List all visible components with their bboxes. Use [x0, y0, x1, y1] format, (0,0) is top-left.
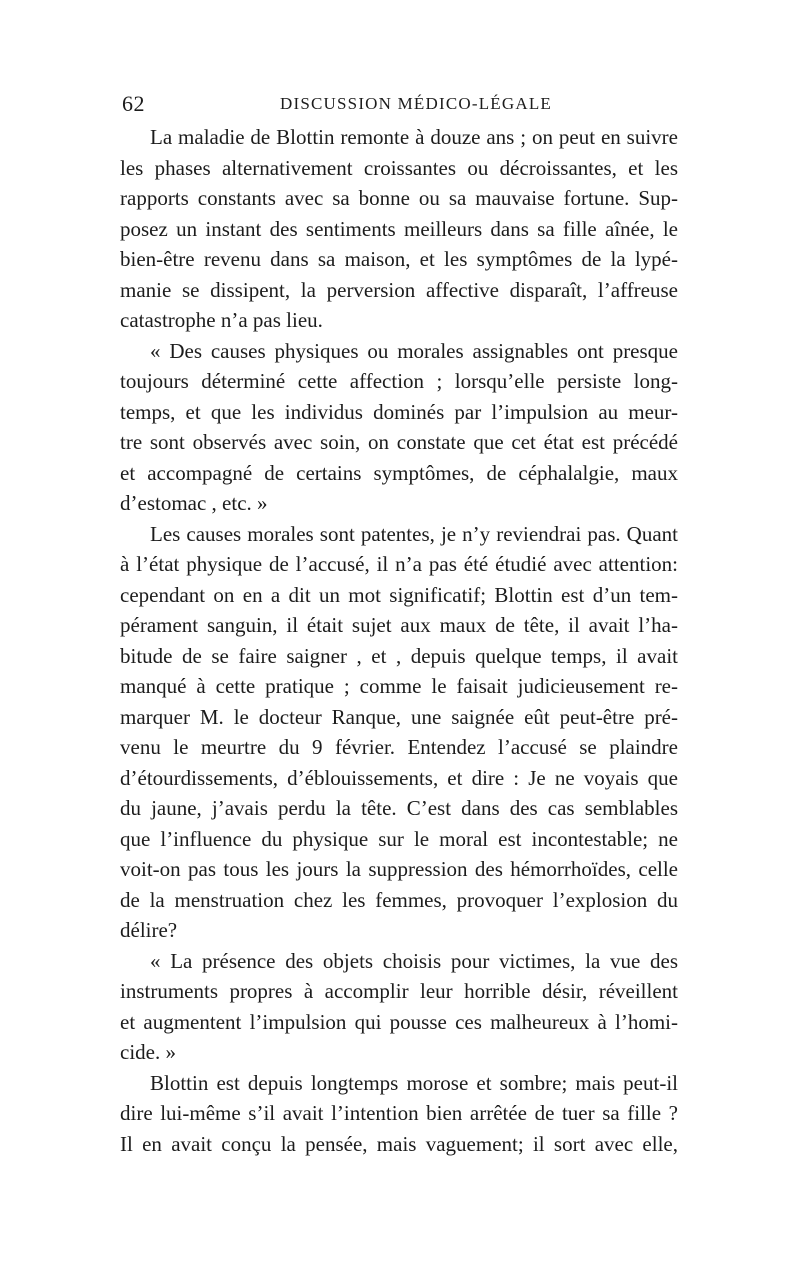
- text-line: et augmentent l’impulsion qui pousse ces malheureux à l’homi-: [120, 1009, 678, 1034]
- text-line: toujours déterminé cette affection ; lorsqu’elle persiste long-: [120, 369, 678, 393]
- text-line: du jaune, j’avais perdu la tête. C’est dans des cas semblables: [120, 796, 678, 820]
- text-line: d’étourdissements, d’éblouissements, et dire : Je ne voyais que: [120, 765, 678, 790]
- text-line: pérament sanguin, il était sujet aux maux de tête, il avait l’ha-: [120, 613, 678, 637]
- text-line: catastrophe n’a pas lieu.: [120, 308, 323, 332]
- text-line: que l’influence du physique sur le moral est incontestable; ne: [120, 826, 678, 851]
- text-line: dire lui-même s’il avait l’intention bien arrêtée de tuer sa fille ?: [120, 1101, 678, 1125]
- text-line: voit-on pas tous les jours la suppression des hémorrhoïdes, celle: [120, 857, 678, 881]
- text-line: à l’état physique de l’accusé, il n’a pas été étudié avec attention:: [120, 552, 678, 576]
- text-line: cide. »: [120, 1040, 176, 1064]
- text-line: délire?: [120, 918, 178, 942]
- text-line: et accompagné de certains symptômes, de céphalalgie, maux: [120, 460, 678, 485]
- text-line: Il en avait conçu la pensée, mais vaguement; il sort avec elle,: [120, 1131, 678, 1156]
- text-line: « Des causes physiques ou morales assignables ont presque: [150, 338, 678, 363]
- text-line: de la menstruation chez les femmes, provoquer l’explosion du: [120, 887, 678, 912]
- text-line: marquer M. le docteur Ranque, une saignée eût peut-être pré-: [120, 704, 678, 729]
- text-line: instruments propres à accomplir leur horrible désir, réveillent: [120, 979, 678, 1003]
- text-line: Blottin est depuis longtemps morose et sombre; mais peut-il: [150, 1070, 678, 1095]
- text-line: temps, et que les individus dominés par l’impulsion au meur-: [120, 399, 678, 424]
- text-line: d’estomac , etc. »: [120, 491, 268, 515]
- text-line: Les causes morales sont patentes, je n’y reviendrai pas. Quant: [150, 521, 678, 546]
- text-line: tre sont observés avec soin, on constate que cet état est précédé: [120, 430, 678, 454]
- text-line: bitude de se faire saigner , et , depuis quelque temps, il avait: [120, 643, 678, 668]
- page-number: 62: [122, 91, 145, 116]
- text-line: cependant on en a dit un mot significatif; Blottin est d’un tem-: [120, 582, 678, 607]
- text-line: venu le meurtre du 9 février. Entendez l’accusé se plaindre: [120, 735, 678, 759]
- text-line: manie se dissipent, la perversion affective disparaît, l’affreuse: [120, 277, 678, 302]
- text-line: manqué à cette pratique ; comme le faisait judicieusement re-: [120, 674, 678, 698]
- body-text: [120, 122, 678, 1159]
- text-line: « La présence des objets choisis pour victimes, la vue des: [150, 948, 678, 973]
- text-line: La maladie de Blottin remonte à douze ans ; on peut en suivre: [150, 125, 678, 149]
- text-line: les phases alternativement croissantes ou décroissantes, et les: [120, 155, 678, 180]
- text-line: rapports constants avec sa bonne ou sa mauvaise fortune. Sup-: [120, 186, 678, 210]
- text-line: posez un instant des sentiments meilleurs dans sa fille aînée, le: [120, 216, 678, 241]
- page-header: [122, 90, 678, 120]
- text-line: bien-être revenu dans sa maison, et les symptômes de la lypé-: [120, 247, 678, 271]
- running-title: DISCUSSION MÉDICO-LÉGALE: [280, 94, 552, 113]
